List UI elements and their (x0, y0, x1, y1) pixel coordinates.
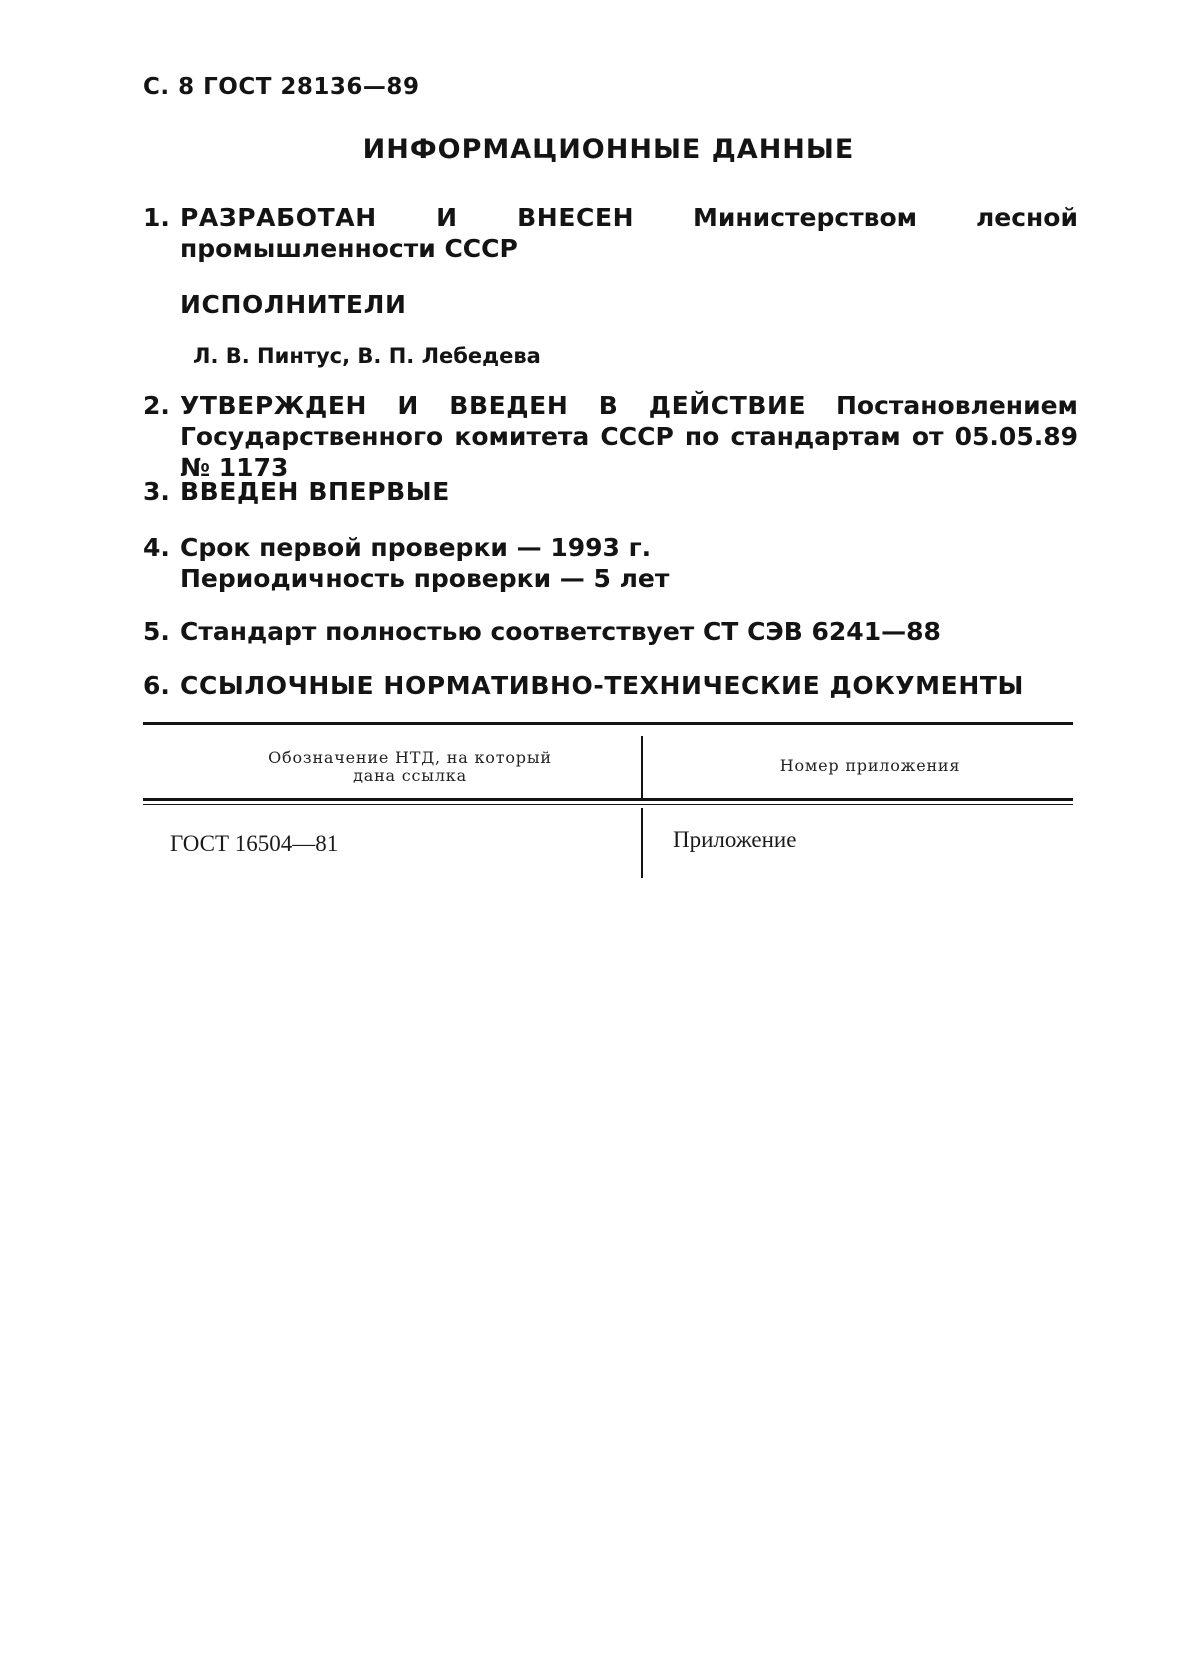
info-item-4 (143, 532, 1078, 594)
table-header-rule-2 (143, 804, 1073, 805)
item-number: 2. (143, 391, 170, 420)
table-header-designation: Обозначение НТД, на который дана ссылка (268, 748, 552, 785)
item-line-2: Периодичность проверки — 5 лет (180, 564, 670, 593)
item-number: 5. (143, 617, 170, 646)
info-item-6 (143, 670, 1078, 701)
info-item-3 (143, 476, 1078, 507)
item-text: Министерством лесной промышленности СССР (180, 203, 1078, 263)
table-cell-appendix: Приложение (673, 827, 797, 852)
item-text: Стандарт полностью соответствует СТ СЭВ 6241—88 (180, 617, 941, 646)
item-number: 3. (143, 477, 170, 506)
item-number: 6. (143, 671, 170, 700)
table-cell-designation: ГОСТ 16504—81 (170, 831, 339, 856)
document-title: ИНФОРМАЦИОННЫЕ ДАННЫЕ (362, 134, 855, 165)
item-caps: РАЗРАБОТАН И ВНЕСЕН (180, 203, 635, 232)
info-item-5 (143, 616, 1078, 647)
page-header: С. 8 ГОСТ 28136—89 (143, 74, 420, 100)
executors-names: Л. В. Пинтус, В. П. Лебедева (193, 344, 541, 368)
info-item-1 (143, 202, 1078, 264)
table-header-appendix: Номер приложения (779, 756, 961, 775)
table-header-divider (641, 736, 643, 798)
executors-heading: ИСПОЛНИТЕЛИ (180, 290, 407, 319)
item-line-1: Срок первой проверки — 1993 г. (180, 533, 652, 562)
table-body-divider (641, 808, 643, 878)
table-header-rule (143, 798, 1073, 801)
table-top-rule (143, 722, 1073, 725)
info-item-2 (143, 390, 1078, 483)
item-text: Постановлением Государственного комитета СССР по стандартам от 05.05.89 № 1173 (180, 391, 1078, 482)
item-number: 1. (143, 203, 170, 232)
item-caps: ВВЕДЕН ВПЕРВЫЕ (180, 477, 450, 506)
item-number: 4. (143, 533, 170, 562)
item-caps: УТВЕРЖДЕН И ВВЕДЕН В ДЕЙСТВИЕ (180, 391, 807, 420)
item-caps: ССЫЛОЧНЫЕ НОРМАТИВНО-ТЕХНИЧЕСКИЕ ДОКУМЕНТЫ (180, 671, 1025, 700)
